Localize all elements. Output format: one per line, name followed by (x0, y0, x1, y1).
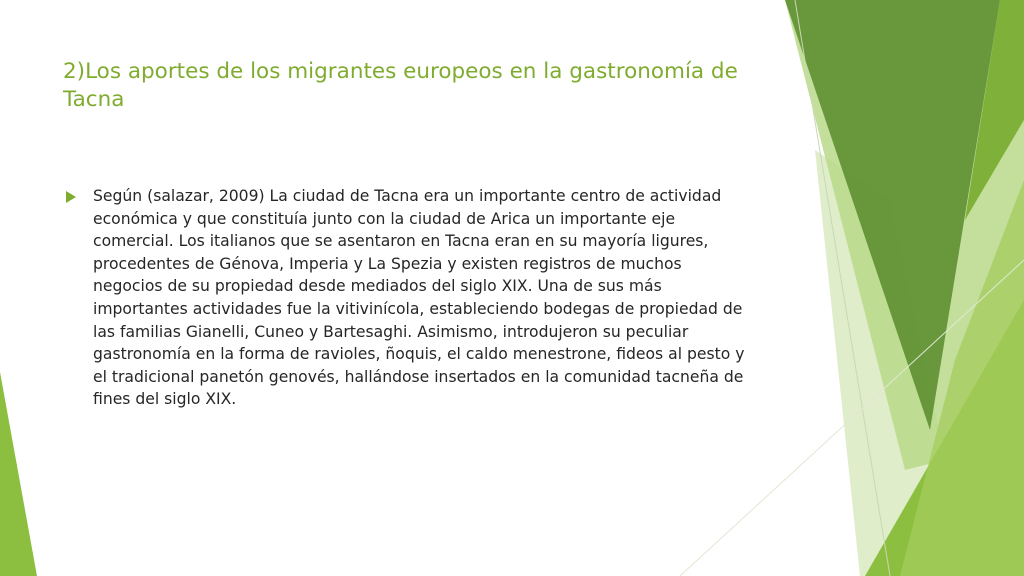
bullet-text: Según (salazar, 2009) La ciudad de Tacna era un importante centro de actividad económica y que constituía junto con la ciudad de Arica un importante eje comercial. Los italianos que se asentaron en Tacna eran en su mayoría ligures, procedentes de Génova, Imperia y La Spezia y existen registros de muchos negocios de su propiedad desde mediados del siglo XIX. Una de sus más importantes actividades fue la vitivinícola, estableciendo bodegas de propiedad de las familias Gianelli, Cuneo y Bartesaghi. Asimismo, introdujeron su peculiar gastronomía en la forma de ravioles, ñoquis, el caldo menestrone, fideos al pesto y el tradicional panetón genovés, hallándose insertados en la comunidad tacneña de fines del siglo XIX. (93, 187, 745, 409)
triangle-right-icon (66, 191, 76, 203)
slide-body (66, 185, 756, 411)
bullet-item (66, 185, 756, 411)
left-green-strip (0, 372, 37, 576)
slide-title: 2)Los aportes de los migrantes europeos en la gastronomía de Tacna (63, 59, 738, 112)
